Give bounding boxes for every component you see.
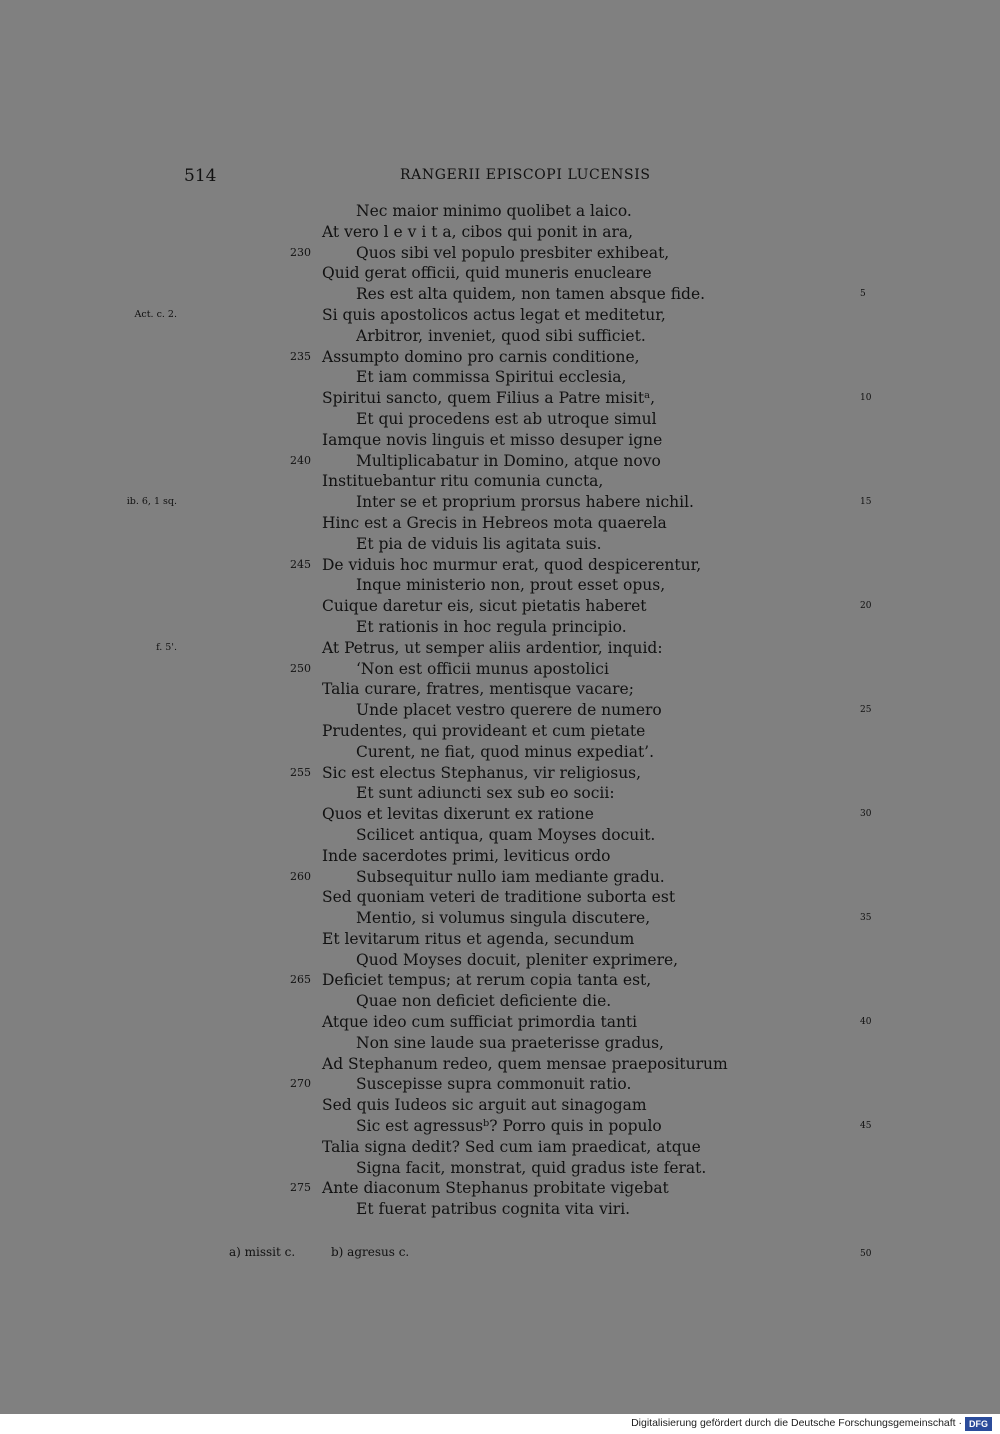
verse-line [0, 846, 1000, 867]
line-number: 250 [290, 661, 311, 675]
reference-number: 40 [860, 1017, 872, 1028]
verse-line [0, 1178, 1000, 1199]
verse-text: Suscepisse supra commonuit ratio. [356, 1075, 632, 1094]
running-title: RANGERII EPISCOPI LUCENSIS [400, 167, 651, 183]
verse-line [0, 763, 1000, 784]
verse-line [0, 201, 1000, 222]
verse-text: Multiplicabatur in Domino, atque novo [356, 451, 661, 470]
verse-line [0, 305, 1000, 326]
verse-line [0, 721, 1000, 742]
verse-text: Quae non deficiet deficiente die. [356, 992, 612, 1011]
footnote-line-ref: 50 [860, 1249, 872, 1259]
verse-line [0, 596, 1000, 617]
verse-text: Quos et levitas dixerunt ex ratione [322, 805, 594, 824]
verse-text: Quod Moyses docuit, pleniter exprimere, [356, 950, 679, 969]
verse-line [0, 638, 1000, 659]
verse-text: Quos sibi vel populo presbiter exhibeat, [356, 243, 670, 262]
verse-line [0, 1033, 1000, 1054]
verse-text: Deficiet tempus; at rerum copia tanta est, [322, 971, 652, 990]
verse-line [0, 1199, 1000, 1220]
verse-text: At Petrus, ut semper aliis ardentior, inquid: [322, 638, 663, 657]
verse-line [0, 451, 1000, 472]
verse-text: De viduis hoc murmur erat, quod despicerentur, [322, 555, 702, 574]
verse-text: Signa facit, monstrat, quid gradus iste ferat. [356, 1158, 707, 1177]
footnote-b: b) agresus c. [331, 1245, 410, 1259]
verse-text: Nec maior minimo quolibet a laico. [356, 202, 632, 220]
reference-number: 5 [860, 289, 866, 300]
verse-text: Spiritui sancto, quem Filius a Patre misitᵃ, [322, 389, 656, 408]
verse-line [0, 950, 1000, 971]
funding-credit: Digitalisierung gefördert durch die Deutsche Forschungsgemeinschaft · [631, 1417, 962, 1429]
line-number: 275 [290, 1181, 311, 1195]
verse-line [0, 679, 1000, 700]
line-number: 230 [290, 245, 311, 259]
verse-text: Cuique daretur eis, sicut pietatis haberet [322, 597, 647, 616]
line-number: 270 [290, 1077, 311, 1091]
verse-line [0, 367, 1000, 388]
verse-text: Talia signa dedit? Sed cum iam praedicat, atque [322, 1137, 701, 1156]
reference-number: 15 [860, 497, 872, 508]
verse-text: Assumpto domino pro carnis conditione, [322, 347, 640, 366]
line-number: 260 [290, 869, 311, 883]
digitization-footer [0, 1414, 1000, 1434]
verse-line [0, 659, 1000, 680]
verse-line [0, 263, 1000, 284]
page-header [0, 166, 1000, 188]
verse-text: Sed quoniam veteri de traditione suborta est [322, 888, 676, 907]
verse-text: Ante diaconum Stephanus probitate vigebat [322, 1179, 669, 1198]
verse-line [0, 991, 1000, 1012]
reference-number: 25 [860, 705, 872, 716]
verse-line [0, 430, 1000, 451]
margin-note: Act. c. 2. [134, 308, 177, 320]
verse-text: ‘Non est officii munus apostolici [356, 659, 609, 678]
reference-number: 10 [860, 393, 872, 404]
verse-text: Iamque novis linguis et misso desuper igne [322, 430, 663, 449]
verse-text: Sic est electus Stephanus, vir religiosus, [322, 763, 642, 782]
verse-line [0, 555, 1000, 576]
verse-line [0, 492, 1000, 513]
verse-line [0, 867, 1000, 888]
verse-line [0, 929, 1000, 950]
verse-line [0, 804, 1000, 825]
verse-line [0, 222, 1000, 243]
dfg-logo-icon: DFG [965, 1417, 992, 1431]
verse-text: Scilicet antiqua, quam Moyses docuit. [356, 825, 656, 844]
verse-line [0, 534, 1000, 555]
verse-line [0, 513, 1000, 534]
verse-line [0, 471, 1000, 492]
page-number: 514 [184, 166, 217, 186]
line-number: 265 [290, 973, 311, 987]
footnote-a: a) missit c. [229, 1245, 296, 1259]
verse-text: Sic est agressusᵇ? Porro quis in populo [356, 1117, 662, 1136]
verse-text: Et fuerat patribus cognita vita viri. [356, 1200, 631, 1219]
reference-number: 45 [860, 1121, 872, 1132]
verse-text: Prudentes, qui provideant et cum pietate [322, 721, 646, 740]
verse-text: Unde placet vestro querere de numero [356, 701, 662, 720]
verse-line [0, 1074, 1000, 1095]
verse-text: Et pia de viduis lis agitata suis. [356, 534, 602, 553]
verse-line [0, 700, 1000, 721]
verse-line [0, 825, 1000, 846]
verse-line [0, 326, 1000, 347]
reference-number: 20 [860, 601, 872, 612]
verse-text: Ad Stephanum redeo, quem mensae praepositurum [322, 1054, 728, 1073]
verse-text: Curent, ne fiat, quod minus expediat’. [356, 742, 655, 761]
verse-text: Et sunt adiuncti sex sub eo socii: [356, 784, 615, 803]
verse-text: Arbitror, inveniet, quod sibi sufficiet. [356, 326, 646, 345]
verse-line [0, 1137, 1000, 1158]
verse-line [0, 783, 1000, 804]
verse-text: Si quis apostolicos actus legat et meditetur, [322, 305, 666, 324]
verse-line [0, 1095, 1000, 1116]
reference-number: 35 [860, 913, 872, 924]
verse-line [0, 887, 1000, 908]
verse-text: Subsequitur nullo iam mediante gradu. [356, 867, 665, 886]
verse-line [0, 1012, 1000, 1033]
verse-text: Atque ideo cum sufficiat primordia tanti [322, 1013, 638, 1032]
verse-line [0, 284, 1000, 305]
verse-line [0, 575, 1000, 596]
verse-text-block [0, 201, 1000, 1220]
verse-text: Et iam commissa Spiritui ecclesia, [356, 368, 627, 387]
margin-note: f. 5'. [156, 641, 177, 653]
verse-text: Inter se et proprium prorsus habere nichil. [356, 493, 694, 512]
verse-line [0, 970, 1000, 991]
margin-note: ib. 6, 1 sq. [126, 496, 177, 508]
verse-text: Hinc est a Grecis in Hebreos mota quaerela [322, 513, 667, 532]
verse-line [0, 388, 1000, 409]
verse-text: Mentio, si volumus singula discutere, [356, 909, 651, 928]
reference-number: 30 [860, 809, 872, 820]
verse-line [0, 1158, 1000, 1179]
verse-text: Res est alta quidem, non tamen absque fide. [356, 285, 706, 304]
verse-text: Inde sacerdotes primi, leviticus ordo [322, 846, 611, 865]
verse-text: Inque ministerio non, prout esset opus, [356, 576, 666, 595]
line-number: 245 [290, 557, 311, 571]
line-number: 255 [290, 765, 311, 779]
verse-line [0, 1054, 1000, 1075]
verse-line [0, 243, 1000, 264]
verse-text: Instituebantur ritu comunia cuncta, [322, 472, 604, 491]
verse-line [0, 742, 1000, 763]
verse-line [0, 908, 1000, 929]
verse-text: Quid gerat officii, quid muneris enucleare [322, 264, 652, 283]
verse-line [0, 347, 1000, 368]
verse-text: Et qui procedens est ab utroque simul [356, 409, 657, 428]
verse-line [0, 617, 1000, 638]
verse-text: Sed quis Iudeos sic arguit aut sinagogam [322, 1096, 647, 1115]
line-number: 235 [290, 349, 311, 363]
verse-line [0, 1116, 1000, 1137]
line-number: 240 [290, 453, 311, 467]
verse-text: Non sine laude sua praeterisse gradus, [356, 1033, 664, 1052]
verse-line [0, 409, 1000, 430]
verse-text: Talia curare, fratres, mentisque vacare; [322, 680, 634, 699]
verse-text: Et rationis in hoc regula principio. [356, 617, 627, 636]
verse-text: Et levitarum ritus et agenda, secundum [322, 929, 635, 948]
verse-text: At vero l e v i t a, cibos qui ponit in ara, [322, 222, 634, 241]
